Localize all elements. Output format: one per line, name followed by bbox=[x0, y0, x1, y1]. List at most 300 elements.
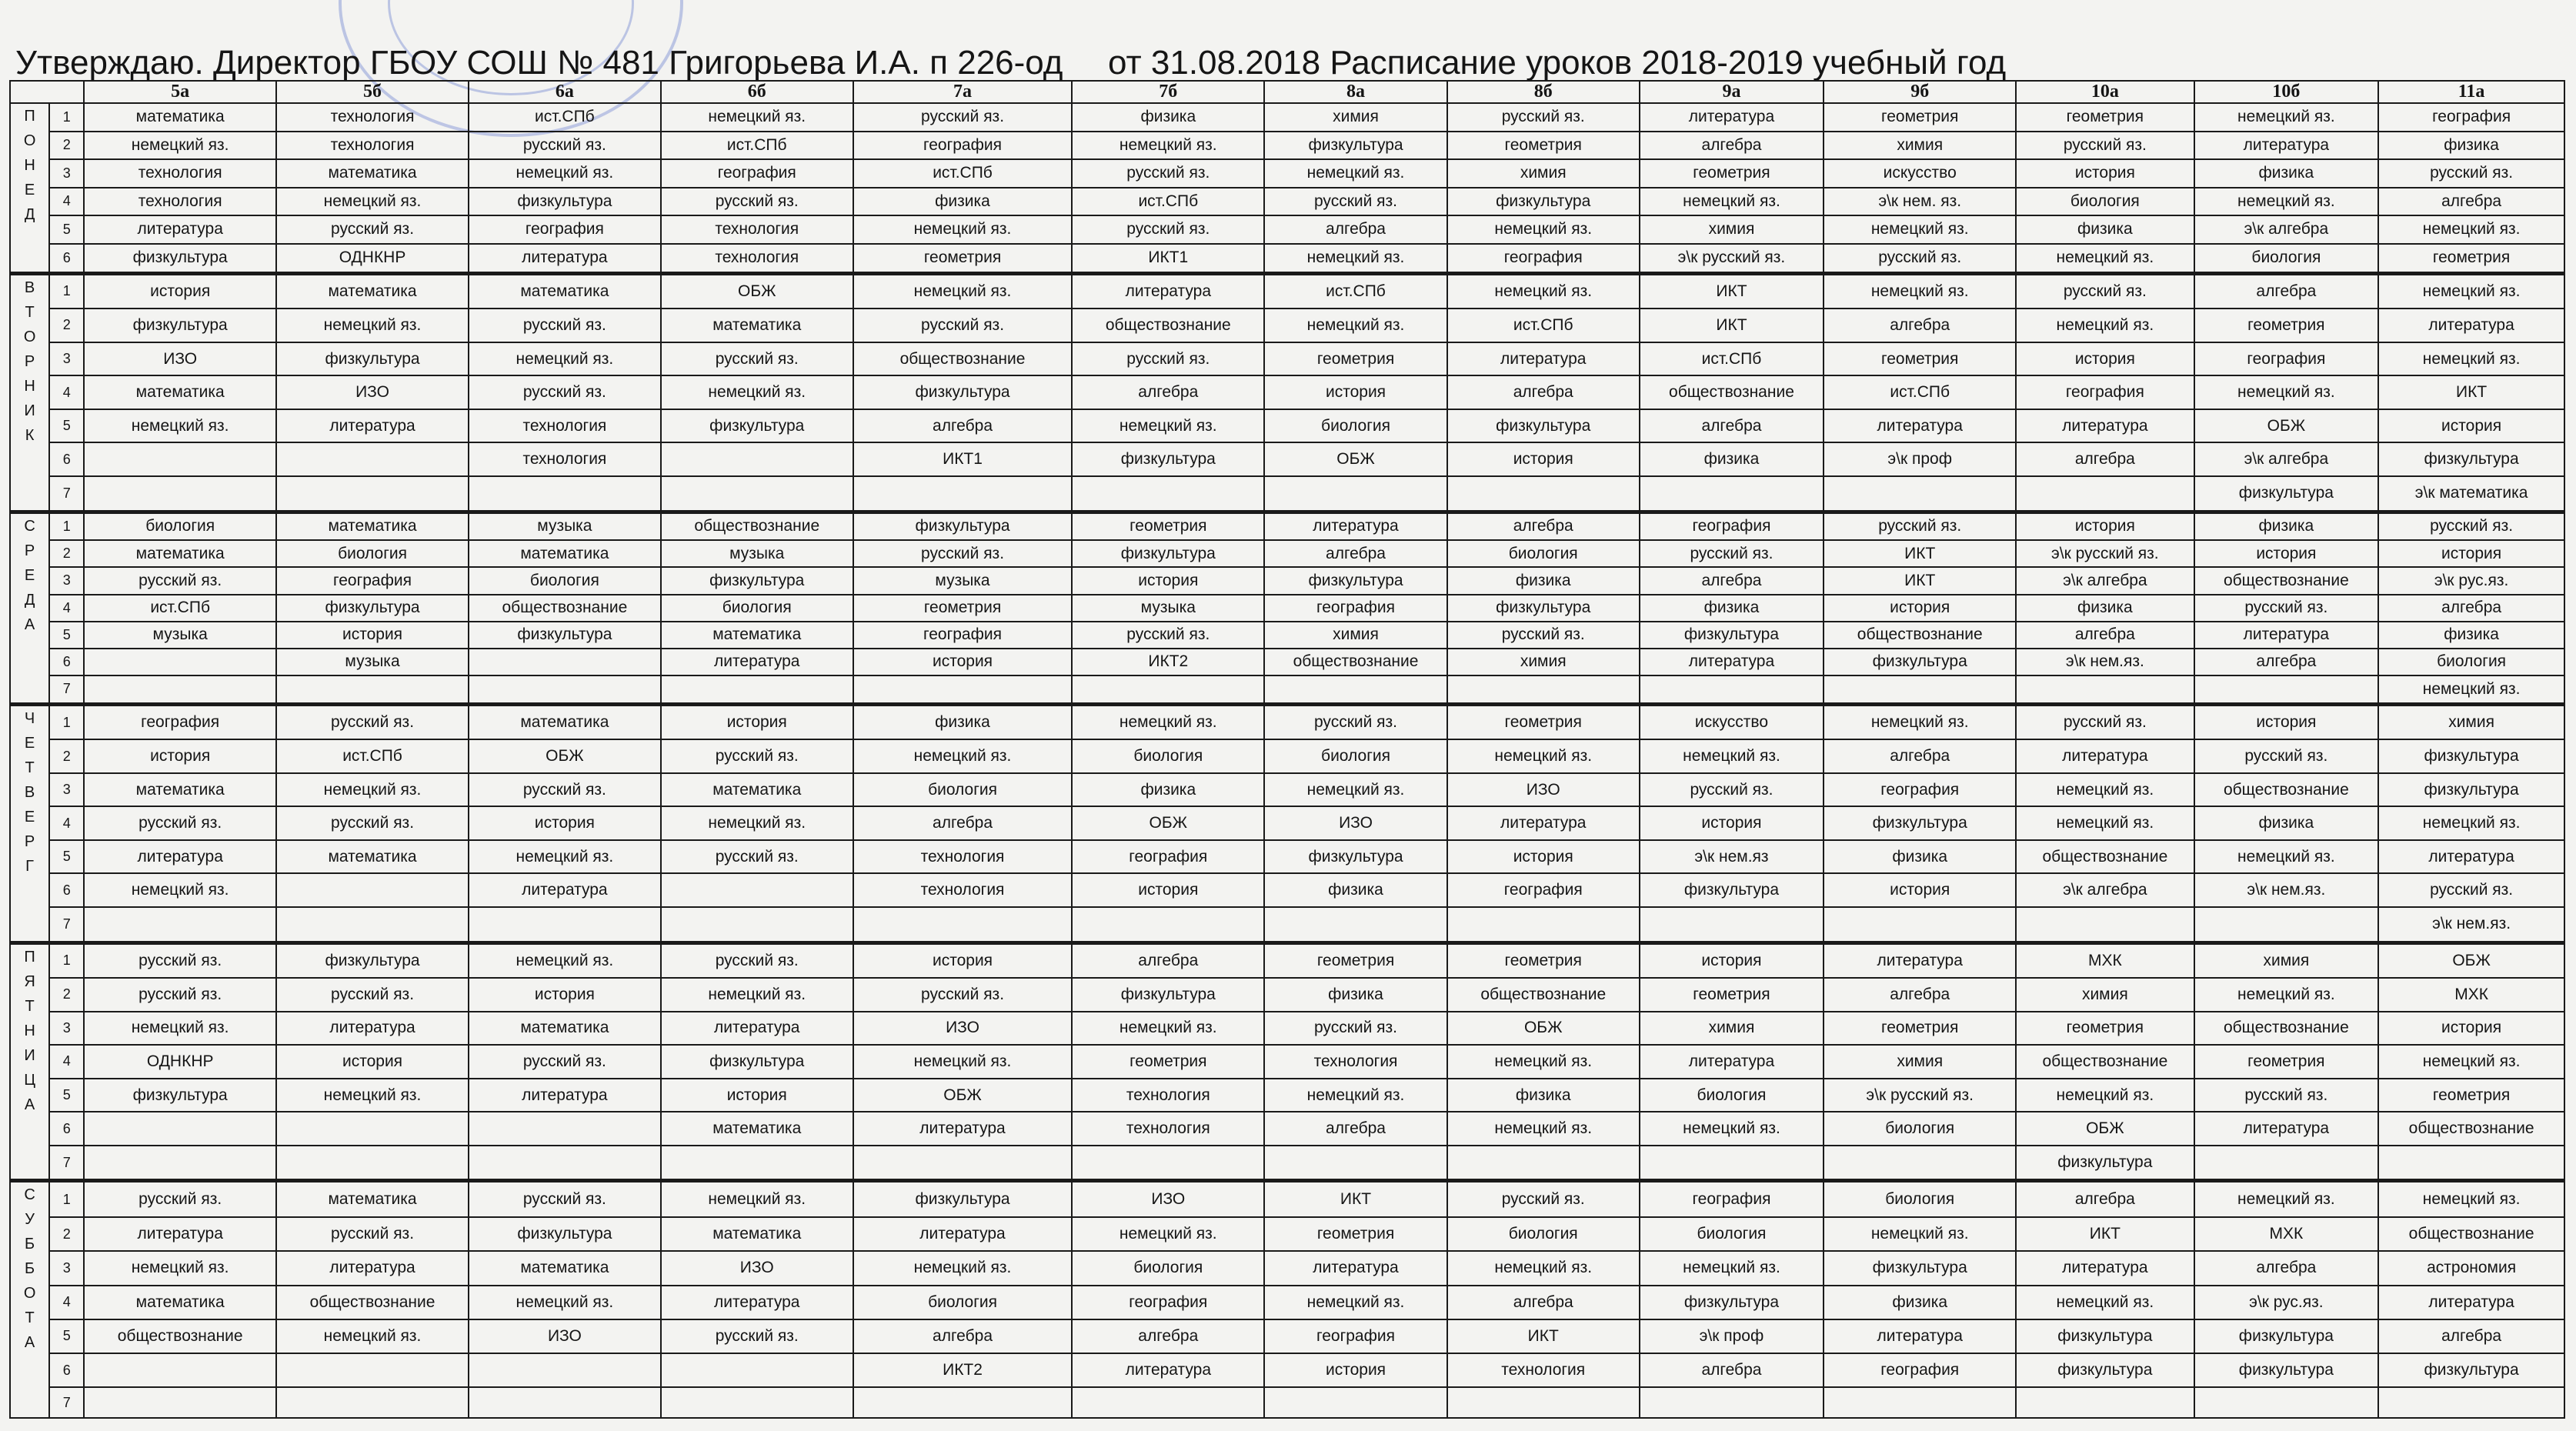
subject-cell: немецкий яз. bbox=[1824, 215, 2016, 244]
subject-cell: литература bbox=[1640, 649, 1824, 675]
subject-cell: литература bbox=[2378, 309, 2564, 342]
subject-cell: математика bbox=[469, 1012, 661, 1046]
subject-cell: история bbox=[1072, 567, 1264, 594]
subject-cell bbox=[853, 1146, 1073, 1181]
subject-cell: география bbox=[84, 704, 276, 739]
subject-cell: биология bbox=[1264, 739, 1447, 773]
subject-cell: физкультура bbox=[469, 622, 661, 649]
subject-cell: история bbox=[1824, 873, 2016, 907]
subject-cell: немецкий яз. bbox=[1072, 132, 1264, 160]
subject-cell: литература bbox=[469, 244, 661, 274]
lesson-row bbox=[10, 103, 2564, 132]
subject-cell: технология bbox=[853, 840, 1073, 874]
subject-cell: физкультура bbox=[2378, 739, 2564, 773]
class-header: 10б bbox=[2194, 81, 2379, 103]
subject-cell: физкультура bbox=[276, 595, 469, 622]
subject-cell: математика bbox=[661, 773, 853, 807]
day-label: П Я Т Н И Ц А bbox=[10, 942, 49, 1181]
subject-cell: физкультура bbox=[2194, 1319, 2379, 1353]
lesson-row bbox=[10, 273, 2564, 309]
subject-cell: немецкий яз. bbox=[1447, 1112, 1640, 1146]
subject-cell bbox=[276, 476, 469, 512]
subject-cell bbox=[2194, 1146, 2379, 1181]
subject-cell: история bbox=[2016, 342, 2194, 376]
subject-cell bbox=[469, 907, 661, 942]
subject-cell: математика bbox=[276, 512, 469, 540]
subject-cell: биология bbox=[1824, 1181, 2016, 1217]
subject-cell: искусство bbox=[1640, 704, 1824, 739]
subject-cell: математика bbox=[84, 1286, 276, 1319]
schedule-table bbox=[9, 80, 2565, 1419]
subject-cell: алгебра bbox=[1264, 1112, 1447, 1146]
subject-cell: немецкий яз. bbox=[2194, 840, 2379, 874]
subject-cell bbox=[469, 649, 661, 675]
subject-cell: русский яз. bbox=[2378, 873, 2564, 907]
subject-cell: ИЗО bbox=[1264, 806, 1447, 840]
subject-cell: технология bbox=[1264, 1045, 1447, 1079]
subject-cell: алгебра bbox=[1447, 375, 1640, 409]
subject-cell bbox=[2194, 675, 2379, 704]
subject-cell: русский яз. bbox=[1640, 540, 1824, 567]
lesson-number: 5 bbox=[49, 215, 84, 244]
subject-cell bbox=[276, 1353, 469, 1387]
subject-cell bbox=[1072, 1146, 1264, 1181]
subject-cell: искусство bbox=[1824, 159, 2016, 188]
subject-cell: алгебра bbox=[1824, 309, 2016, 342]
subject-cell: технология bbox=[84, 188, 276, 216]
subject-cell: геометрия bbox=[853, 595, 1073, 622]
subject-cell: литература bbox=[2378, 840, 2564, 874]
subject-cell: алгебра bbox=[1640, 567, 1824, 594]
subject-cell: геометрия bbox=[1264, 342, 1447, 376]
subject-cell: немецкий яз. bbox=[469, 1286, 661, 1319]
subject-cell: э\к нем. яз. bbox=[1824, 188, 2016, 216]
lesson-row bbox=[10, 649, 2564, 675]
subject-cell: физкультура bbox=[2194, 476, 2379, 512]
subject-cell: литература bbox=[469, 1079, 661, 1112]
lesson-row bbox=[10, 188, 2564, 216]
subject-cell: физкультура bbox=[276, 942, 469, 978]
subject-cell: ист.СПб bbox=[1640, 342, 1824, 376]
subject-cell: химия bbox=[2016, 978, 2194, 1012]
subject-cell: МХК bbox=[2194, 1217, 2379, 1251]
subject-cell: немецкий яз. bbox=[661, 978, 853, 1012]
subject-cell: геометрия bbox=[2016, 1012, 2194, 1046]
subject-cell: физкультура bbox=[1447, 188, 1640, 216]
subject-cell: алгебра bbox=[1264, 215, 1447, 244]
subject-cell: физкультура bbox=[84, 1079, 276, 1112]
subject-cell: химия bbox=[1824, 1045, 2016, 1079]
day-label: Ч Е Т В Е Р Г bbox=[10, 704, 49, 942]
subject-cell: ист.СПб bbox=[1264, 273, 1447, 309]
corner-cell bbox=[10, 81, 84, 103]
subject-cell bbox=[661, 1387, 853, 1418]
subject-cell: музыка bbox=[84, 622, 276, 649]
subject-cell: немецкий яз. bbox=[1264, 1079, 1447, 1112]
subject-cell: история bbox=[2378, 1012, 2564, 1046]
subject-cell: немецкий яз. bbox=[2016, 1079, 2194, 1112]
subject-cell: музыка bbox=[469, 512, 661, 540]
subject-cell: алгебра bbox=[1447, 1286, 1640, 1319]
class-header: 7б bbox=[1072, 81, 1264, 103]
day-label: С У Б Б О Т А bbox=[10, 1181, 49, 1418]
subject-cell: литература bbox=[1072, 273, 1264, 309]
subject-cell: алгебра bbox=[2016, 442, 2194, 476]
subject-cell: русский яз. bbox=[1447, 1181, 1640, 1217]
lesson-number: 7 bbox=[49, 907, 84, 942]
subject-cell: физика bbox=[1447, 1079, 1640, 1112]
subject-cell: география bbox=[1447, 873, 1640, 907]
subject-cell: литература bbox=[661, 649, 853, 675]
subject-cell: алгебра bbox=[1824, 978, 2016, 1012]
subject-cell: музыка bbox=[1072, 595, 1264, 622]
subject-cell: история bbox=[469, 978, 661, 1012]
lesson-number: 7 bbox=[49, 476, 84, 512]
subject-cell: история bbox=[1824, 595, 2016, 622]
subject-cell: русский яз. bbox=[661, 942, 853, 978]
subject-cell: русский яз. bbox=[276, 1217, 469, 1251]
subject-cell: ИКТ bbox=[2378, 375, 2564, 409]
subject-cell: обществознание bbox=[2194, 773, 2379, 807]
subject-cell: русский яз. bbox=[1824, 512, 2016, 540]
subject-cell: математика bbox=[276, 159, 469, 188]
subject-cell: немецкий яз. bbox=[469, 159, 661, 188]
subject-cell: геометрия bbox=[1640, 978, 1824, 1012]
subject-cell: русский яз. bbox=[1447, 103, 1640, 132]
subject-cell bbox=[2194, 1387, 2379, 1418]
lesson-number: 1 bbox=[49, 1181, 84, 1217]
subject-cell: ИКТ bbox=[2016, 1217, 2194, 1251]
subject-cell: немецкий яз. bbox=[2378, 273, 2564, 309]
subject-cell: история bbox=[1640, 942, 1824, 978]
subject-cell: география bbox=[853, 622, 1073, 649]
subject-cell: история bbox=[84, 739, 276, 773]
subject-cell: алгебра bbox=[2378, 188, 2564, 216]
subject-cell bbox=[853, 1387, 1073, 1418]
subject-cell: немецкий яз. bbox=[84, 873, 276, 907]
subject-cell bbox=[661, 675, 853, 704]
subject-cell: биология bbox=[853, 1286, 1073, 1319]
lesson-row bbox=[10, 540, 2564, 567]
subject-cell: история bbox=[1264, 375, 1447, 409]
subject-cell bbox=[1072, 1387, 1264, 1418]
subject-cell bbox=[2194, 907, 2379, 942]
subject-cell: немецкий яз. bbox=[469, 840, 661, 874]
subject-cell: география bbox=[276, 567, 469, 594]
subject-cell: ИЗО bbox=[661, 1251, 853, 1285]
subject-cell: немецкий яз. bbox=[276, 1079, 469, 1112]
subject-cell: ОБЖ bbox=[1264, 442, 1447, 476]
lesson-row bbox=[10, 978, 2564, 1012]
subject-cell: немецкий яз. bbox=[661, 103, 853, 132]
subject-cell: география bbox=[2194, 342, 2379, 376]
document-header bbox=[15, 40, 2561, 86]
approval-title: Утверждаю. Директор ГБОУ СОШ № 481 Григорьева И.А. п 226-од bbox=[15, 44, 1063, 82]
subject-cell: геометрия bbox=[2194, 1045, 2379, 1079]
subject-cell: технология bbox=[661, 215, 853, 244]
subject-cell: обществознание bbox=[661, 512, 853, 540]
subject-cell: биология bbox=[2194, 244, 2379, 274]
subject-cell: э\к нем.яз. bbox=[2016, 649, 2194, 675]
lesson-number: 5 bbox=[49, 1079, 84, 1112]
subject-cell: литература bbox=[1640, 1045, 1824, 1079]
subject-cell bbox=[1264, 675, 1447, 704]
subject-cell: литература bbox=[469, 873, 661, 907]
subject-cell: русский яз. bbox=[661, 840, 853, 874]
subject-cell: литература bbox=[1824, 409, 2016, 443]
subject-cell: химия bbox=[1264, 103, 1447, 132]
subject-cell: обществознание bbox=[276, 1286, 469, 1319]
subject-cell: биология bbox=[1072, 739, 1264, 773]
subject-cell: история bbox=[276, 622, 469, 649]
subject-cell: ИЗО bbox=[1447, 773, 1640, 807]
subject-cell: русский яз. bbox=[276, 806, 469, 840]
lesson-number: 7 bbox=[49, 1146, 84, 1181]
subject-cell: русский яз. bbox=[2194, 595, 2379, 622]
subject-cell: математика bbox=[469, 273, 661, 309]
subject-cell bbox=[853, 907, 1073, 942]
subject-cell: физика bbox=[2194, 159, 2379, 188]
subject-cell: ОБЖ bbox=[2378, 942, 2564, 978]
subject-cell: обществознание bbox=[2016, 840, 2194, 874]
subject-cell: русский яз. bbox=[2194, 739, 2379, 773]
lesson-number: 2 bbox=[49, 1217, 84, 1251]
subject-cell: математика bbox=[276, 1181, 469, 1217]
subject-cell: немецкий яз. bbox=[1640, 1112, 1824, 1146]
lesson-row bbox=[10, 159, 2564, 188]
subject-cell: физкультура bbox=[1447, 595, 1640, 622]
subject-cell: технология bbox=[1447, 1353, 1640, 1387]
subject-cell: литература bbox=[2194, 132, 2379, 160]
subject-cell: география bbox=[1640, 512, 1824, 540]
subject-cell: литература bbox=[276, 1012, 469, 1046]
subject-cell bbox=[276, 442, 469, 476]
subject-cell: немецкий яз. bbox=[2016, 773, 2194, 807]
lesson-number: 1 bbox=[49, 704, 84, 739]
lesson-row bbox=[10, 309, 2564, 342]
subject-cell: русский яз. bbox=[853, 540, 1073, 567]
subject-cell: ист.СПб bbox=[469, 103, 661, 132]
subject-cell: немецкий яз. bbox=[2194, 188, 2379, 216]
subject-cell: физика bbox=[853, 188, 1073, 216]
subject-cell: геометрия bbox=[1264, 942, 1447, 978]
subject-cell bbox=[853, 675, 1073, 704]
subject-cell: литература bbox=[661, 1012, 853, 1046]
subject-cell: русский яз. bbox=[469, 1181, 661, 1217]
subject-cell: алгебра bbox=[2194, 649, 2379, 675]
lesson-row bbox=[10, 1319, 2564, 1353]
lesson-number: 3 bbox=[49, 1251, 84, 1285]
subject-cell: физика bbox=[1072, 103, 1264, 132]
subject-cell: русский яз. bbox=[1072, 342, 1264, 376]
subject-cell: немецкий яз. bbox=[2016, 309, 2194, 342]
subject-cell: литература bbox=[276, 409, 469, 443]
lesson-row bbox=[10, 1353, 2564, 1387]
subject-cell: немецкий яз. bbox=[853, 1251, 1073, 1285]
subject-cell: физкультура bbox=[853, 512, 1073, 540]
subject-cell: математика bbox=[469, 540, 661, 567]
subject-cell bbox=[84, 442, 276, 476]
subject-cell: геометрия bbox=[2378, 1079, 2564, 1112]
subject-cell: физика bbox=[1640, 595, 1824, 622]
subject-cell: обществознание bbox=[1264, 649, 1447, 675]
subject-cell: э\к математика bbox=[2378, 476, 2564, 512]
subject-cell: биология bbox=[1640, 1079, 1824, 1112]
subject-cell: история bbox=[1447, 442, 1640, 476]
subject-cell: немецкий яз. bbox=[1824, 704, 2016, 739]
subject-cell: физкультура bbox=[1640, 1286, 1824, 1319]
subject-cell: биология bbox=[1824, 1112, 2016, 1146]
subject-cell: русский яз. bbox=[2016, 132, 2194, 160]
class-header: 6а bbox=[469, 81, 661, 103]
subject-cell: литература bbox=[661, 1286, 853, 1319]
subject-cell: немецкий яз. bbox=[853, 1045, 1073, 1079]
subject-cell: обществознание bbox=[2194, 567, 2379, 594]
subject-cell bbox=[469, 675, 661, 704]
lesson-number: 1 bbox=[49, 942, 84, 978]
subject-cell: немецкий яз. bbox=[2378, 215, 2564, 244]
subject-cell: география bbox=[1447, 244, 1640, 274]
subject-cell: математика bbox=[84, 540, 276, 567]
subject-cell: русский яз. bbox=[853, 309, 1073, 342]
subject-cell: немецкий яз. bbox=[2194, 978, 2379, 1012]
lesson-row bbox=[10, 409, 2564, 443]
class-header: 7а bbox=[853, 81, 1073, 103]
subject-cell: алгебра bbox=[2378, 595, 2564, 622]
subject-cell bbox=[1447, 907, 1640, 942]
subject-cell: физкультура bbox=[1824, 1251, 2016, 1285]
subject-cell: ИКТ2 bbox=[1072, 649, 1264, 675]
lesson-row bbox=[10, 476, 2564, 512]
subject-cell: география bbox=[661, 159, 853, 188]
subject-cell: немецкий яз. bbox=[276, 188, 469, 216]
subject-cell: ист.СПб bbox=[276, 739, 469, 773]
class-header: 5б bbox=[276, 81, 469, 103]
subject-cell: ИКТ2 bbox=[853, 1353, 1073, 1387]
lesson-number: 2 bbox=[49, 132, 84, 160]
subject-cell: геометрия bbox=[1640, 159, 1824, 188]
subject-cell: русский яз. bbox=[84, 567, 276, 594]
subject-cell: алгебра bbox=[1072, 1319, 1264, 1353]
subject-cell: ист.СПб bbox=[1447, 309, 1640, 342]
subject-cell: обществознание bbox=[2194, 1012, 2379, 1046]
subject-cell: немецкий яз. bbox=[2016, 806, 2194, 840]
subject-cell bbox=[1447, 1387, 1640, 1418]
subject-cell: физкультура bbox=[1072, 540, 1264, 567]
day-label: С Р Е Д А bbox=[10, 512, 49, 704]
subject-cell: э\к русский яз. bbox=[1640, 244, 1824, 274]
subject-cell: математика bbox=[469, 704, 661, 739]
subject-cell: э\к русский яз. bbox=[2016, 540, 2194, 567]
subject-cell: физкультура bbox=[661, 567, 853, 594]
subject-cell bbox=[1264, 476, 1447, 512]
subject-cell: география bbox=[853, 132, 1073, 160]
subject-cell: литература bbox=[2016, 739, 2194, 773]
subject-cell: физика bbox=[2378, 132, 2564, 160]
subject-cell: физкультура bbox=[2378, 1353, 2564, 1387]
subject-cell: физика bbox=[1072, 773, 1264, 807]
subject-cell: немецкий яз. bbox=[661, 806, 853, 840]
class-header: 10а bbox=[2016, 81, 2194, 103]
subject-cell: биология bbox=[2378, 649, 2564, 675]
subject-cell: литература bbox=[1264, 1251, 1447, 1285]
subject-cell: физика bbox=[2194, 806, 2379, 840]
subject-cell bbox=[469, 1387, 661, 1418]
subject-cell: история bbox=[853, 942, 1073, 978]
subject-cell: немецкий яз. bbox=[276, 309, 469, 342]
subject-cell: литература bbox=[1072, 1353, 1264, 1387]
lesson-row bbox=[10, 1181, 2564, 1217]
subject-cell: ОДНКНР bbox=[84, 1045, 276, 1079]
subject-cell: физкультура bbox=[84, 244, 276, 274]
subject-cell: русский яз. bbox=[469, 1045, 661, 1079]
subject-cell: физкультура bbox=[84, 309, 276, 342]
subject-cell: алгебра bbox=[1447, 512, 1640, 540]
subject-cell: немецкий яз. bbox=[2016, 1286, 2194, 1319]
lesson-row bbox=[10, 704, 2564, 739]
subject-cell: физкультура bbox=[469, 188, 661, 216]
subject-cell: ИКТ1 bbox=[853, 442, 1073, 476]
subject-cell: физика bbox=[1824, 1286, 2016, 1319]
lesson-number: 4 bbox=[49, 1286, 84, 1319]
subject-cell: биология bbox=[84, 512, 276, 540]
subject-cell bbox=[1640, 476, 1824, 512]
subject-cell bbox=[1640, 1146, 1824, 1181]
subject-cell: технология bbox=[469, 442, 661, 476]
subject-cell: русский яз. bbox=[84, 806, 276, 840]
subject-cell: физкультура bbox=[1072, 442, 1264, 476]
subject-cell: обществознание bbox=[2378, 1112, 2564, 1146]
subject-cell: физика bbox=[1264, 873, 1447, 907]
day-label: В Т О Р Н И К bbox=[10, 273, 49, 512]
lesson-row bbox=[10, 512, 2564, 540]
subject-cell: геометрия bbox=[1072, 1045, 1264, 1079]
subject-cell: ИКТ bbox=[1824, 540, 2016, 567]
subject-cell: русский яз. bbox=[2378, 512, 2564, 540]
subject-cell: алгебра bbox=[2016, 622, 2194, 649]
subject-cell: физкультура bbox=[1072, 978, 1264, 1012]
subject-cell: немецкий яз. bbox=[1447, 215, 1640, 244]
subject-cell: русский яз. bbox=[1072, 215, 1264, 244]
subject-cell: алгебра bbox=[853, 1319, 1073, 1353]
subject-cell: геометрия bbox=[1824, 1012, 2016, 1046]
subject-cell: русский яз. bbox=[2378, 159, 2564, 188]
subject-cell: математика bbox=[661, 1217, 853, 1251]
subject-cell: немецкий яз. bbox=[276, 773, 469, 807]
subject-cell: ист.СПб bbox=[1824, 375, 2016, 409]
subject-cell: литература bbox=[853, 1217, 1073, 1251]
lesson-row bbox=[10, 907, 2564, 942]
subject-cell: литература bbox=[1640, 103, 1824, 132]
subject-cell: геометрия bbox=[1824, 103, 2016, 132]
subject-cell: география bbox=[1264, 595, 1447, 622]
subject-cell: геометрия bbox=[2194, 309, 2379, 342]
lesson-row bbox=[10, 873, 2564, 907]
subject-cell: русский яз. bbox=[1264, 704, 1447, 739]
subject-cell: немецкий яз. bbox=[2378, 806, 2564, 840]
subject-cell bbox=[661, 907, 853, 942]
lesson-number: 5 bbox=[49, 409, 84, 443]
subject-cell: история bbox=[1640, 806, 1824, 840]
subject-cell: история bbox=[1447, 840, 1640, 874]
lesson-number: 6 bbox=[49, 649, 84, 675]
lesson-number: 6 bbox=[49, 1353, 84, 1387]
lesson-number: 4 bbox=[49, 1045, 84, 1079]
subject-cell: физика bbox=[2194, 512, 2379, 540]
subject-cell: геометрия bbox=[1264, 1217, 1447, 1251]
subject-cell: биология bbox=[853, 773, 1073, 807]
lesson-number: 3 bbox=[49, 1012, 84, 1046]
